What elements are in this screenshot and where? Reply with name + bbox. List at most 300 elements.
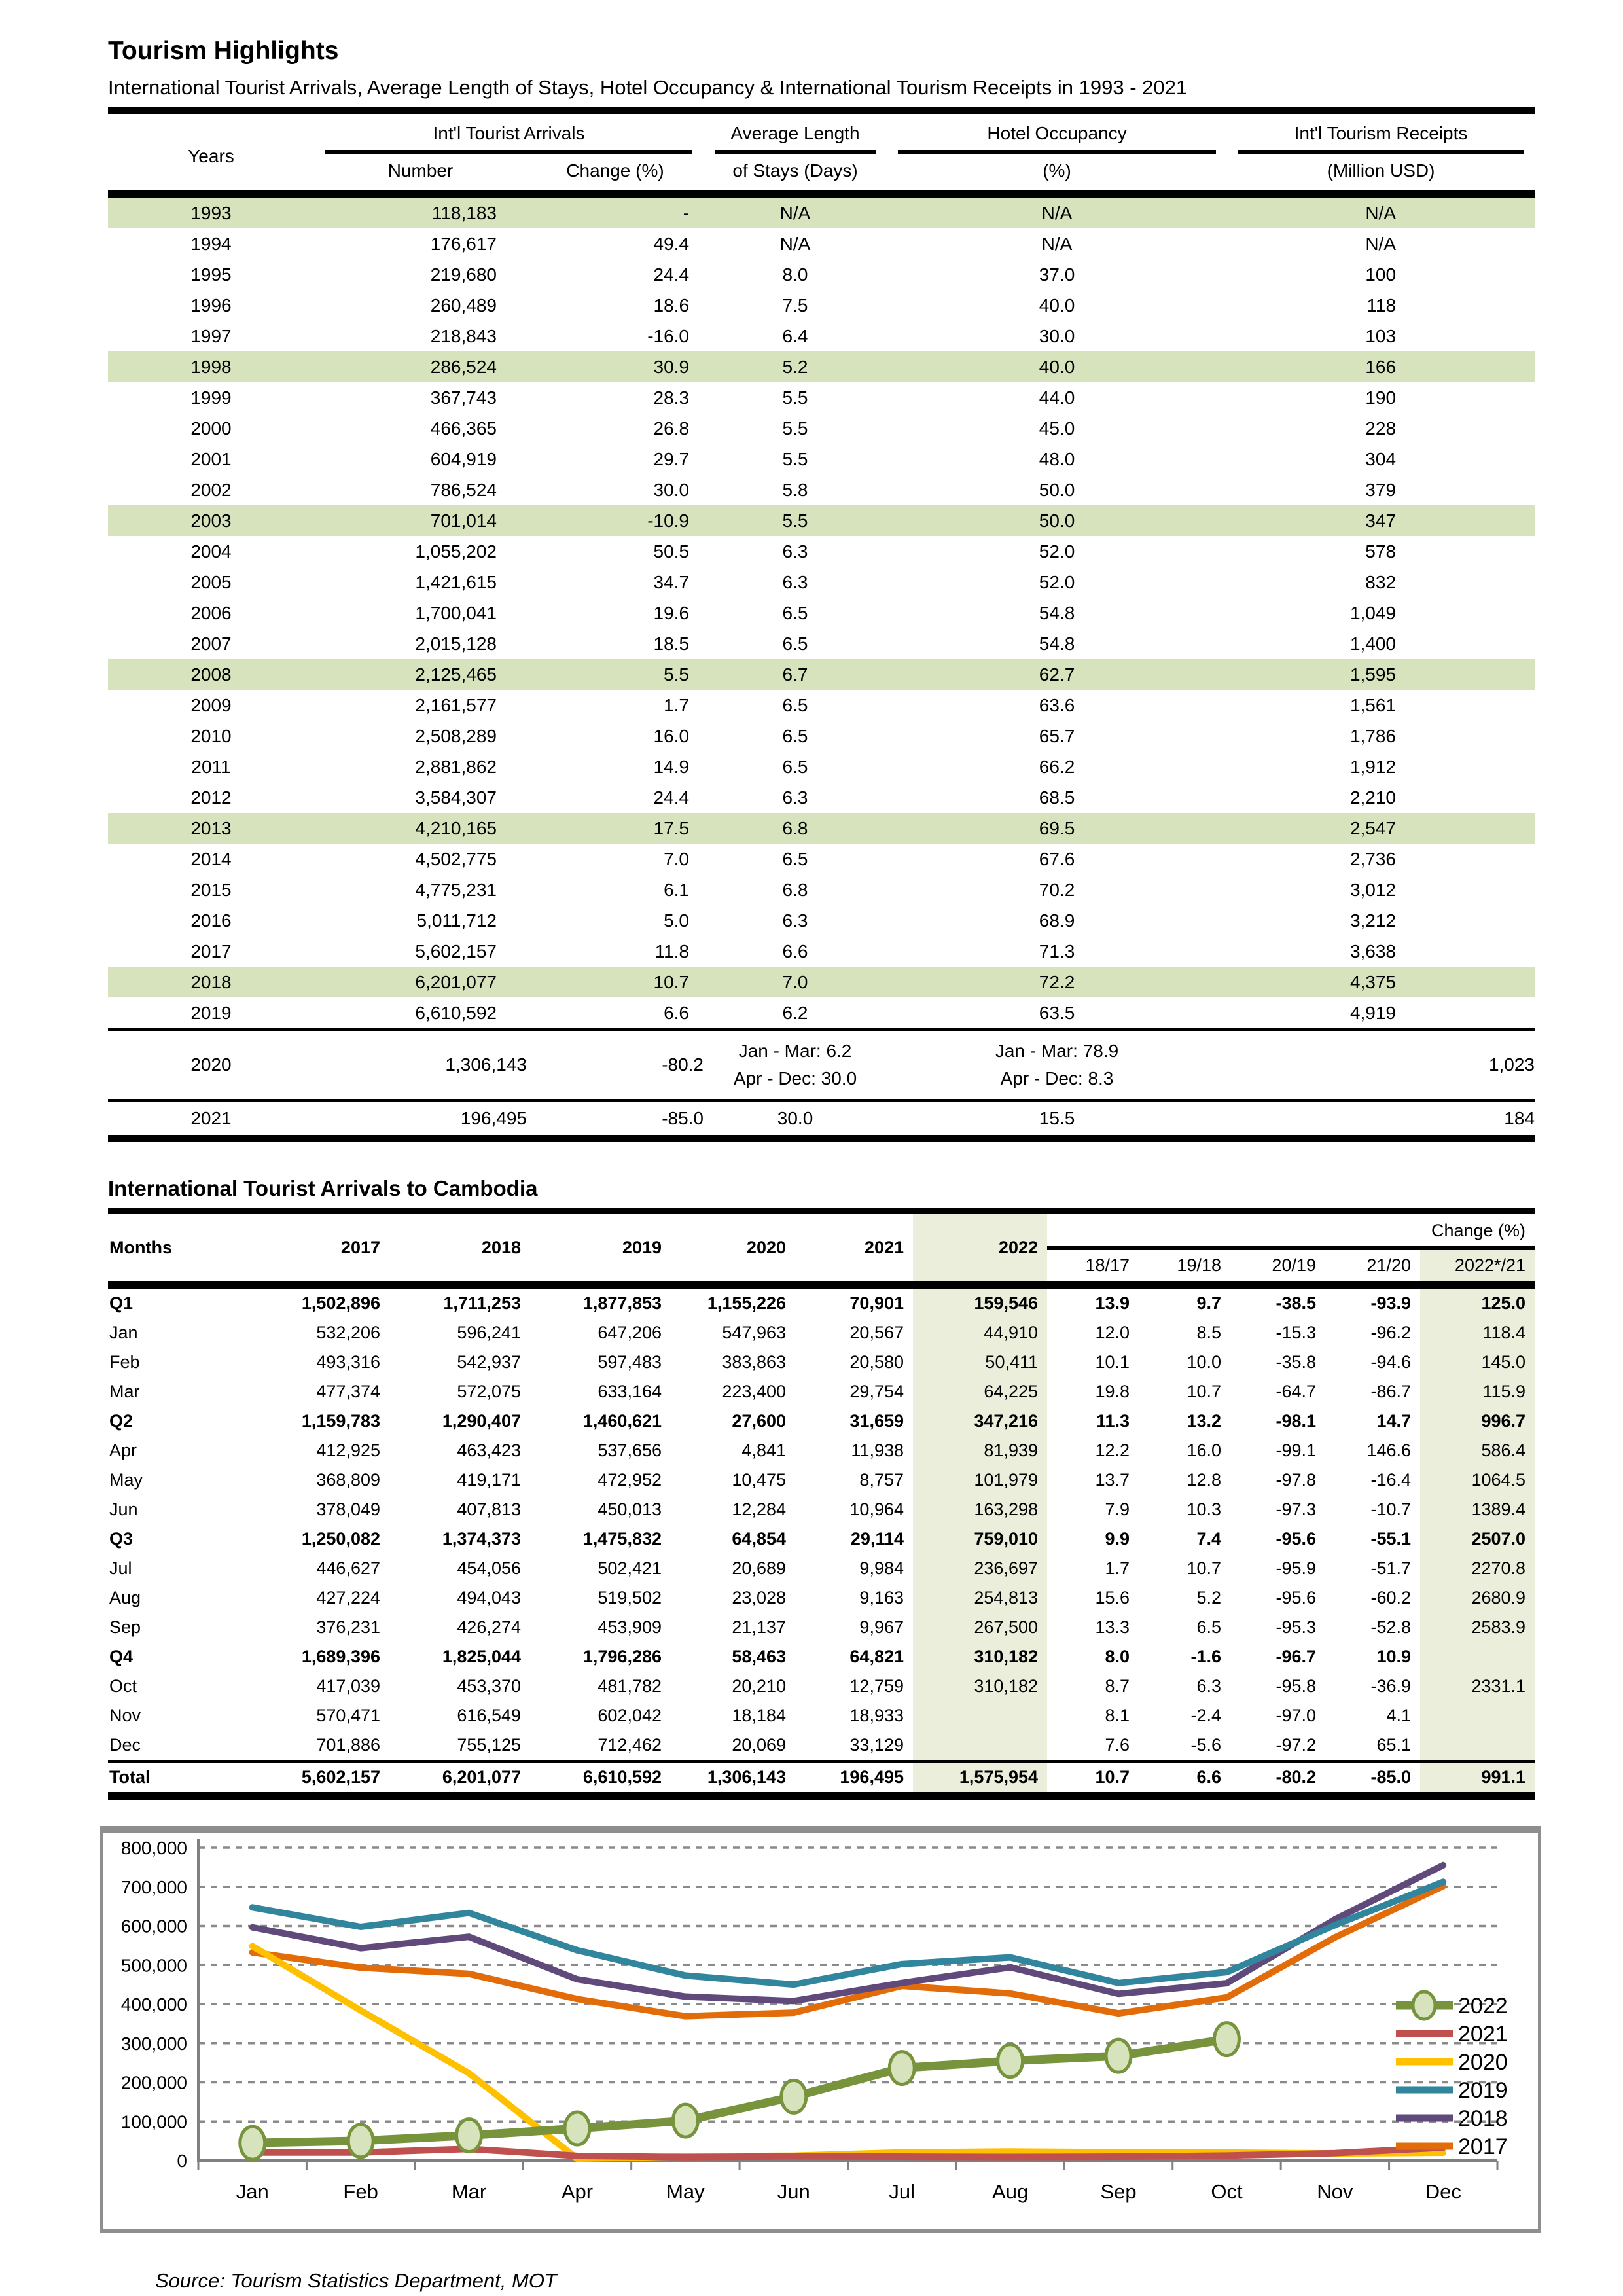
year-cell: 2012 [190, 787, 232, 808]
page-subtitle: International Tourist Arrivals, Average Length of Stays, Hotel Occupancy & International Tourism Receipts in 1993 - 2021 [108, 76, 1535, 114]
receipts-cell: 166 [1227, 351, 1535, 382]
value-cell: 4.1 [1386, 1706, 1411, 1725]
value-cell: 20,069 [732, 1735, 786, 1755]
arrivals-change-cell: 30.0 [653, 480, 690, 500]
value-cell: 1389.4 [1420, 1495, 1535, 1524]
year-cell: 1995 [190, 264, 232, 285]
value-cell: -2.4 [1190, 1706, 1221, 1725]
value-cell: -94.6 [1370, 1352, 1411, 1372]
year-row-1997 [108, 321, 1535, 351]
occupancy-cell: 70.2 [1039, 880, 1075, 900]
arrivals-change-cell: 49.4 [653, 234, 690, 254]
year-cell: 2011 [191, 757, 231, 777]
y-axis-label: 0 [177, 2151, 187, 2171]
arrivals-number-cell: 4,775,231 [415, 880, 497, 900]
value-cell: 712,462 [597, 1735, 662, 1755]
x-axis-label-jun: Jun [777, 2180, 810, 2203]
occupancy-cell: 30.0 [1039, 326, 1075, 346]
value-cell: 1,877,853 [582, 1293, 662, 1313]
arrivals-change-cell: 16.0 [653, 726, 690, 746]
year-row-2004 [108, 536, 1535, 567]
series-marker-2022 [998, 2045, 1023, 2077]
year-cell: 1993 [108, 194, 314, 229]
value-cell: 10,475 [732, 1470, 786, 1490]
value-cell: 12,284 [732, 1499, 786, 1519]
x-axis-label-feb: Feb [343, 2180, 378, 2203]
stay-cell: N/A [779, 234, 811, 254]
section-title-monthly: International Tourist Arrivals to Cambodia [108, 1176, 1535, 1214]
stay-line: Jan - Mar: 6.2 [738, 1041, 852, 1061]
occupancy-cell: 66.2 [1039, 757, 1075, 777]
value-cell: 18,184 [732, 1706, 786, 1725]
arrivals-number-cell: 196,495 [314, 1100, 527, 1139]
value-cell: 163,298 [913, 1495, 1047, 1524]
stay-line: Apr - Dec: 30.0 [733, 1068, 857, 1088]
stay-cell: 7.5 [782, 295, 808, 315]
value-cell: 493,316 [316, 1352, 380, 1372]
arrivals-change-cell: 50.5 [653, 541, 690, 562]
value-cell: -85.0 [1325, 1761, 1420, 1796]
year-cell: 2001 [190, 449, 232, 469]
change-col-header-21/20: 21/20 [1325, 1248, 1420, 1285]
occupancy-cell: 40.0 [1039, 295, 1075, 315]
value-cell: 586.4 [1420, 1436, 1535, 1465]
series-marker-2022 [565, 2112, 590, 2145]
receipts-cell: 304 [1365, 449, 1397, 469]
x-axis-label-mar: Mar [451, 2180, 487, 2203]
year-cell: 2019 [190, 1003, 232, 1023]
value-cell: 10.7 [1186, 1382, 1221, 1401]
value-cell: 494,043 [457, 1588, 521, 1607]
value-cell: -15.3 [1275, 1323, 1316, 1342]
value-cell: -99.1 [1275, 1441, 1316, 1460]
value-cell: 8.0 [1105, 1647, 1130, 1666]
value-cell: 1.7 [1105, 1558, 1130, 1578]
value-cell: 572,075 [457, 1382, 521, 1401]
occupancy-cell: 63.6 [1039, 695, 1075, 715]
value-cell: 1,825,044 [442, 1647, 521, 1666]
arrivals-number-cell: 701,014 [314, 505, 527, 536]
value-cell: 417,039 [316, 1676, 380, 1696]
value-cell: 6.6 [1139, 1761, 1230, 1796]
arrivals-number-cell: 4,210,165 [314, 813, 527, 844]
year-row-2017 [108, 936, 1535, 967]
y-axis-label: 500,000 [120, 1955, 187, 1976]
value-cell: 13.7 [1095, 1470, 1130, 1490]
value-cell: 537,656 [597, 1441, 662, 1460]
arrivals-number-cell: 286,524 [314, 351, 527, 382]
value-cell: 602,042 [597, 1706, 662, 1725]
series-marker-2022 [1106, 2039, 1131, 2072]
stay-cell: 6.7 [704, 659, 887, 690]
value-cell: -64.7 [1275, 1382, 1316, 1401]
year-cell: 2008 [108, 659, 314, 690]
stay-cell: 6.8 [782, 880, 808, 900]
value-cell [1420, 1642, 1535, 1672]
occupancy-line: Apr - Dec: 8.3 [1000, 1068, 1114, 1088]
value-cell: -96.2 [1370, 1323, 1411, 1342]
monthly-row-dec [108, 1731, 1535, 1761]
value-cell: 33,129 [849, 1735, 904, 1755]
value-cell: -35.8 [1275, 1352, 1316, 1372]
stay-cell: 5.5 [704, 505, 887, 536]
stay-cell: 6.8 [704, 813, 887, 844]
arrivals-change-cell: -80.2 [527, 1030, 704, 1100]
page-title: Tourism Highlights [108, 37, 339, 65]
value-cell: 20,689 [732, 1558, 786, 1578]
value-cell: 2270.8 [1420, 1554, 1535, 1583]
stay-cell: 6.5 [782, 695, 808, 715]
arrivals-change-cell: 17.5 [527, 813, 704, 844]
receipts-cell: 1,023 [1227, 1030, 1535, 1100]
value-cell: 481,782 [597, 1676, 662, 1696]
monthly-row-q1 [108, 1285, 1535, 1318]
arrivals-change-cell: 30.9 [527, 351, 704, 382]
occupancy-cell: 15.5 [887, 1100, 1227, 1139]
value-cell: 9,984 [859, 1558, 904, 1578]
receipts-cell: N/A [1227, 194, 1535, 229]
value-cell: 7.9 [1105, 1499, 1130, 1519]
value-cell: 368,809 [316, 1470, 380, 1490]
x-axis-label-oct: Oct [1211, 2180, 1243, 2203]
receipts-cell: 2,547 [1227, 813, 1535, 844]
year-row-2006 [108, 598, 1535, 628]
stay-cell: 5.2 [704, 351, 887, 382]
value-cell: -97.0 [1275, 1706, 1316, 1725]
x-axis-label-dec: Dec [1425, 2180, 1461, 2203]
series-marker-2022 [457, 2119, 482, 2152]
month-label-cell: Mar [109, 1382, 140, 1401]
stay-cell: 5.5 [782, 387, 808, 408]
occupancy-cell: 54.8 [1039, 603, 1075, 623]
month-label-cell: Sep [109, 1617, 141, 1637]
year-cell: 1996 [190, 295, 232, 315]
arrivals-change-cell: 28.3 [653, 387, 690, 408]
value-cell: -10.7 [1370, 1499, 1411, 1519]
value-cell: 12.8 [1186, 1470, 1221, 1490]
stay-cell: 5.8 [782, 480, 808, 500]
year-row-2019 [108, 997, 1535, 1030]
monthly-table-header [108, 1214, 1535, 1285]
arrivals-number-cell: 1,421,615 [415, 572, 497, 592]
years-header: Years [108, 114, 314, 194]
month-label-cell: Q4 [109, 1647, 134, 1666]
value-cell: 996.7 [1420, 1407, 1535, 1436]
value-cell: 453,370 [457, 1676, 521, 1696]
monthly-row-may [108, 1465, 1535, 1495]
change-col-header-19/18: 19/18 [1139, 1248, 1230, 1285]
receipts-cell: 347 [1227, 505, 1535, 536]
value-cell: 29,114 [850, 1529, 904, 1549]
value-cell: -51.7 [1370, 1558, 1411, 1578]
value-cell: 450,013 [597, 1499, 662, 1519]
occupancy-cell: 44.0 [1039, 387, 1075, 408]
y-axis-label: 700,000 [120, 1876, 187, 1897]
year-cell: 1998 [108, 351, 314, 382]
occupancy-cell: 40.0 [887, 351, 1227, 382]
arrivals-change-cell: 6.1 [664, 880, 690, 900]
value-cell: -95.8 [1275, 1676, 1316, 1696]
value-cell: 58,463 [732, 1647, 786, 1666]
arrivals-change-cell: 10.7 [527, 967, 704, 997]
year-cell: 2013 [108, 813, 314, 844]
y-axis-label: 800,000 [120, 1838, 187, 1858]
value-cell [913, 1701, 1047, 1731]
change-subheader: Change (%) [527, 155, 704, 194]
value-cell: 10.7 [1047, 1761, 1139, 1796]
x-axis-label-nov: Nov [1317, 2180, 1353, 2203]
value-cell: 8.5 [1196, 1323, 1221, 1342]
y-axis-label: 400,000 [120, 1994, 187, 2015]
receipts-subheader: (Million USD) [1227, 155, 1535, 194]
year-col-header-2019: 2019 [530, 1214, 671, 1285]
value-cell: 633,164 [597, 1382, 662, 1401]
arrivals-number-cell: 176,617 [430, 234, 497, 254]
value-cell [1420, 1701, 1535, 1731]
value-cell: 7.6 [1105, 1735, 1130, 1755]
occupancy-cell: 62.7 [887, 659, 1227, 690]
value-cell: 125.0 [1420, 1285, 1535, 1318]
legend-label-2020: 2020 [1458, 2050, 1508, 2075]
year-col-header-2021: 2021 [795, 1214, 913, 1285]
value-cell: -5.6 [1190, 1735, 1221, 1755]
year-cell: 2020 [108, 1030, 314, 1100]
year-cell: 2007 [190, 634, 232, 654]
y-axis-label: 600,000 [120, 1916, 187, 1937]
value-cell: 5.2 [1196, 1588, 1221, 1607]
value-cell: 254,813 [913, 1583, 1047, 1613]
stay-cell: 6.2 [782, 1003, 808, 1023]
value-cell: 12,759 [849, 1676, 904, 1696]
value-cell: 453,909 [597, 1617, 662, 1637]
year-cell: 2006 [190, 603, 232, 623]
value-cell: 64,225 [913, 1377, 1047, 1407]
value-cell: 9.9 [1105, 1529, 1130, 1549]
month-label-cell: Q1 [109, 1293, 134, 1313]
value-cell: -98.1 [1275, 1411, 1316, 1431]
value-cell: 1,374,373 [442, 1529, 521, 1549]
receipts-cell: 190 [1365, 387, 1397, 408]
value-cell: 159,546 [913, 1285, 1047, 1318]
series-marker-2022 [348, 2125, 373, 2157]
value-cell: 647,206 [597, 1323, 662, 1342]
arrivals-number-cell: 5,011,712 [416, 910, 497, 931]
value-cell: 31,659 [849, 1411, 904, 1431]
arrivals-change-cell: - [527, 194, 704, 229]
value-cell: -95.9 [1275, 1558, 1316, 1578]
x-axis-label-jul: Jul [889, 2180, 916, 2203]
stay-cell: 6.3 [782, 541, 808, 562]
value-cell: -36.9 [1370, 1676, 1411, 1696]
month-label-cell: Jan [109, 1323, 138, 1342]
occupancy-cell: N/A [1041, 234, 1073, 254]
value-cell: 2507.0 [1420, 1524, 1535, 1554]
occupancy-cell: N/A [887, 194, 1227, 229]
value-cell: 10.0 [1186, 1352, 1221, 1372]
receipts-cell: 2,210 [1349, 787, 1397, 808]
stay-group-label: Average Length [715, 123, 876, 154]
series-marker-2022 [889, 2052, 914, 2085]
arrivals-number-cell: 118,183 [314, 194, 527, 229]
year-row-2012 [108, 782, 1535, 813]
value-cell: 6,201,077 [389, 1761, 530, 1796]
stay-cell: 6.5 [782, 603, 808, 623]
stay-cell: 5.5 [782, 449, 808, 469]
arrivals-change-cell: 19.6 [653, 603, 690, 623]
value-cell: 223,400 [722, 1382, 786, 1401]
value-cell: 419,171 [457, 1470, 521, 1490]
value-cell: 9.7 [1196, 1293, 1221, 1313]
occupancy-cell: 37.0 [1039, 264, 1075, 285]
value-cell: -95.3 [1275, 1617, 1316, 1637]
value-cell: 146.6 [1366, 1441, 1411, 1460]
arrivals-number-cell: 218,843 [430, 326, 497, 346]
yearly-table [108, 114, 1535, 1142]
arrivals-group-label: Int'l Tourist Arrivals [325, 123, 692, 154]
monthly-table [108, 1214, 1535, 1800]
value-cell: 759,010 [913, 1524, 1047, 1554]
receipts-cell: 578 [1365, 541, 1397, 562]
occupancy-cell: 63.5 [1039, 1003, 1075, 1023]
stay-cell: 7.0 [704, 967, 887, 997]
occupancy-cell: 71.3 [1039, 941, 1075, 961]
monthly-row-nov [108, 1701, 1535, 1731]
value-cell: 2331.1 [1420, 1672, 1535, 1701]
arrivals-change-cell: 11.8 [654, 941, 690, 961]
occupancy-group-header [887, 114, 1227, 155]
occupancy-cell: 45.0 [1039, 418, 1075, 439]
value-cell: 454,056 [457, 1558, 521, 1578]
arrivals-number-cell: 6,201,077 [314, 967, 527, 997]
value-cell: 1,155,226 [707, 1293, 786, 1313]
value-cell: 1,575,954 [913, 1761, 1047, 1796]
value-cell: 50,411 [913, 1348, 1047, 1377]
occupancy-cell: 72.2 [887, 967, 1227, 997]
stay-cell: 6.5 [782, 849, 808, 869]
value-cell: 463,423 [457, 1441, 521, 1460]
receipts-cell: N/A [1365, 234, 1397, 254]
value-cell: 101,979 [913, 1465, 1047, 1495]
value-cell: 118.4 [1420, 1318, 1535, 1348]
arrivals-change-cell: -85.0 [527, 1100, 704, 1139]
year-row-1999 [108, 382, 1535, 413]
month-label-cell: Q2 [109, 1411, 134, 1431]
months-header: Months [108, 1214, 249, 1285]
receipts-cell: 832 [1365, 572, 1397, 592]
year-row-2014 [108, 844, 1535, 874]
year-row-2011 [108, 751, 1535, 782]
occupancy-group-label: Hotel Occupancy [898, 123, 1216, 154]
value-cell: 378,049 [316, 1499, 380, 1519]
year-row-2001 [108, 444, 1535, 475]
header-row-groups [108, 114, 1535, 155]
arrivals-number-cell: 2,881,862 [415, 757, 497, 777]
occupancy-cell: 67.6 [1039, 849, 1075, 869]
value-cell: 9,967 [859, 1617, 904, 1637]
year-row-1995 [108, 259, 1535, 290]
year-col-header-2022: 2022 [913, 1214, 1047, 1285]
month-label-cell: Total [108, 1761, 249, 1796]
arrivals-number-cell: 4,502,775 [415, 849, 497, 869]
year-col-header-2018: 2018 [389, 1214, 530, 1285]
year-row-2013 [108, 813, 1535, 844]
value-cell: 596,241 [457, 1323, 521, 1342]
year-cell: 2014 [190, 849, 232, 869]
value-cell: 14.7 [1376, 1411, 1411, 1431]
monthly-table-body [108, 1285, 1535, 1796]
value-cell: 13.3 [1095, 1617, 1130, 1637]
value-cell: -38.5 [1275, 1293, 1316, 1313]
series-marker-2022 [781, 2080, 806, 2113]
year-row-2016 [108, 905, 1535, 936]
value-cell: 196,495 [795, 1761, 913, 1796]
value-cell: -55.1 [1370, 1529, 1411, 1549]
occupancy-cell: 65.7 [1039, 726, 1075, 746]
month-label-cell: Oct [109, 1676, 137, 1696]
arrivals-change-cell: 14.9 [653, 757, 690, 777]
value-cell: 427,224 [316, 1588, 380, 1607]
value-cell: 16.0 [1186, 1441, 1221, 1460]
monthly-row-aug [108, 1583, 1535, 1613]
year-cell: 2005 [190, 572, 232, 592]
month-label-cell: Aug [109, 1588, 141, 1607]
value-cell: 13.9 [1095, 1293, 1130, 1313]
value-cell: 502,421 [597, 1558, 662, 1578]
value-cell: 10.7 [1186, 1558, 1221, 1578]
value-cell: 1,475,832 [582, 1529, 662, 1549]
value-cell: 11.3 [1096, 1411, 1130, 1431]
value-cell: 8.7 [1105, 1676, 1130, 1696]
month-label-cell: Dec [109, 1735, 141, 1755]
legend-label-2019: 2019 [1458, 2078, 1508, 2103]
value-cell: 267,500 [913, 1613, 1047, 1642]
monthly-row-q3 [108, 1524, 1535, 1554]
value-cell: 27,600 [732, 1411, 786, 1431]
value-cell: 1,290,407 [442, 1411, 521, 1431]
arrivals-number-cell: 786,524 [430, 480, 497, 500]
value-cell: 310,182 [913, 1672, 1047, 1701]
value-cell: 13.2 [1186, 1411, 1221, 1431]
change-col-header-2022*/21: 2022*/21 [1420, 1248, 1535, 1285]
value-cell: 2583.9 [1420, 1613, 1535, 1642]
arrivals-change-cell: 5.0 [664, 910, 690, 931]
series-marker-2022 [240, 2126, 265, 2159]
stay-cell: 6.5 [782, 726, 808, 746]
value-cell: 407,813 [457, 1499, 521, 1519]
value-cell: 6,610,592 [530, 1761, 671, 1796]
monthly-row-feb [108, 1348, 1535, 1377]
value-cell: 701,886 [316, 1735, 380, 1755]
y-axis-label: 100,000 [120, 2111, 187, 2132]
arrivals-number-cell: 2,508,289 [415, 726, 497, 746]
value-cell: 1,796,286 [582, 1647, 662, 1666]
value-cell: 236,697 [913, 1554, 1047, 1583]
occupancy-cell: 50.0 [1039, 480, 1075, 500]
month-label-cell: Jul [109, 1558, 132, 1578]
arrivals-number-cell: 604,919 [430, 449, 497, 469]
x-axis-label-jan: Jan [236, 2180, 269, 2203]
value-cell: 44,910 [913, 1318, 1047, 1348]
receipts-group-label: Int'l Tourism Receipts [1238, 123, 1524, 154]
occupancy-subheader: (%) [887, 155, 1227, 194]
value-cell: -97.8 [1275, 1470, 1316, 1490]
stay-cell: 6.6 [782, 941, 808, 961]
value-cell: 10.9 [1376, 1647, 1411, 1666]
value-cell: 20,580 [849, 1352, 904, 1372]
value-cell: 446,627 [316, 1558, 380, 1578]
month-label-cell: May [109, 1470, 143, 1490]
arrivals-change-cell: -10.9 [527, 505, 704, 536]
